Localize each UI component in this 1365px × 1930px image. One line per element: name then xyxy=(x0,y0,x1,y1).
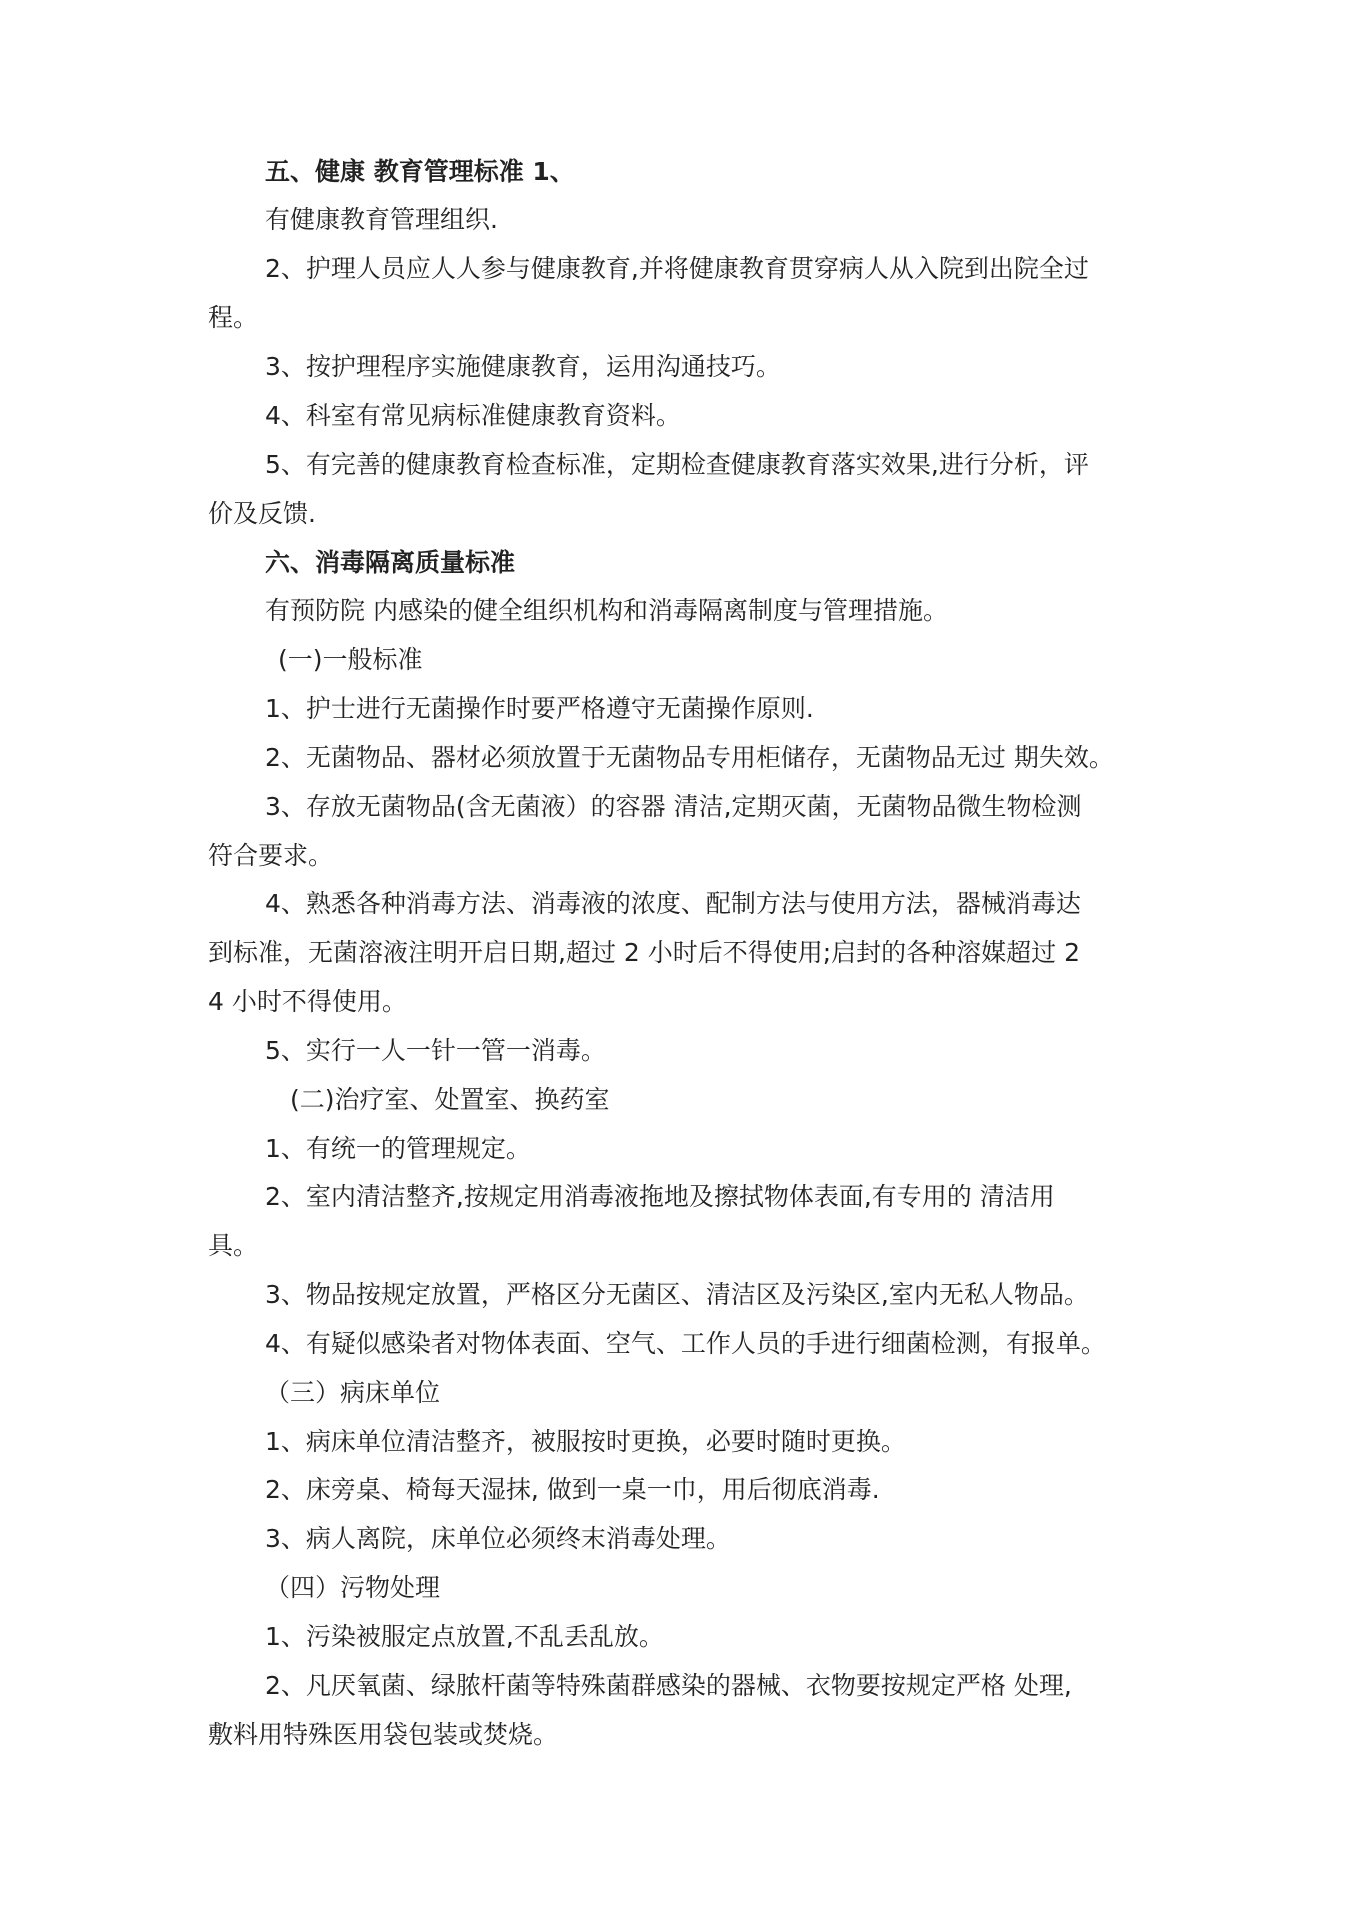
paragraph-line: 1、病床单位清洁整齐，被服按时更换，必要时随时更换。 xyxy=(265,1427,906,1456)
paragraph-line: 1、护士进行无菌操作时要严格遵守无菌操作原则. xyxy=(265,694,814,723)
paragraph-line: 2、床旁桌、椅每天湿抹, 做到一桌一巾，用后彻底消毒. xyxy=(265,1475,880,1504)
paragraph-line: 2、护理人员应人人参与健康教育,并将健康教育贯穿病人从入院到出院全过 xyxy=(265,254,1089,283)
subsection-heading: （四）污物处理 xyxy=(265,1573,441,1602)
paragraph-line: 4 小时不得使用。 xyxy=(208,987,407,1016)
paragraph-line: 2、无菌物品、器材必须放置于无菌物品专用柜储存，无菌物品无过 期失效。 xyxy=(265,743,1114,772)
paragraph-line: 5、实行一人一针一管一消毒。 xyxy=(265,1036,606,1065)
paragraph-line: 2、室内清洁整齐,按规定用消毒液拖地及擦拭物体表面,有专用的 清洁用 xyxy=(265,1182,1055,1211)
section-heading-health-education: 五、健康 教育管理标准 1、 xyxy=(265,157,575,186)
paragraph-line: 敷料用特殊医用袋包装或焚烧。 xyxy=(208,1720,559,1749)
paragraph-line: 4、熟悉各种消毒方法、消毒液的浓度、配制方法与使用方法，器械消毒达 xyxy=(265,889,1081,918)
paragraph-line: 有健康教育管理组织. xyxy=(265,205,498,234)
subsection-heading: (一)一般标准 xyxy=(278,645,423,674)
paragraph-line: 1、污染被服定点放置,不乱丢乱放。 xyxy=(265,1622,664,1651)
subsection-heading: （三）病床单位 xyxy=(265,1378,441,1407)
paragraph-line: 3、存放无菌物品(含无菌液）的容器 清洁,定期灭菌，无菌物品微生物检测 xyxy=(265,792,1082,821)
paragraph-line: 3、物品按规定放置，严格区分无菌区、清洁区及污染区,室内无私人物品。 xyxy=(265,1280,1089,1309)
paragraph-line: 到标准，无菌溶液注明开启日期,超过 2 小时后不得使用;启封的各种溶媒超过 2 xyxy=(208,938,1081,967)
paragraph-line: 具。 xyxy=(208,1231,259,1260)
section-heading-disinfection: 六、消毒隔离质量标准 xyxy=(265,548,516,577)
paragraph-line: 3、按护理程序实施健康教育，运用沟通技巧。 xyxy=(265,352,781,381)
paragraph-line: 1、有统一的管理规定。 xyxy=(265,1134,531,1163)
paragraph-line: 有预防院 内感染的健全组织机构和消毒隔离制度与管理措施。 xyxy=(265,596,948,625)
paragraph-line: 价及反馈. xyxy=(208,499,316,528)
subsection-heading: (二)治疗室、处置室、换药室 xyxy=(290,1085,610,1114)
paragraph-line: 程。 xyxy=(208,303,259,332)
paragraph-line: 符合要求。 xyxy=(208,841,334,870)
paragraph-line: 3、病人离院，床单位必须终末消毒处理。 xyxy=(265,1524,731,1553)
paragraph-line: 2、凡厌氧菌、绿脓杆菌等特殊菌群感染的器械、衣物要按规定严格 处理, xyxy=(265,1671,1072,1700)
paragraph-line: 5、有完善的健康教育检查标准，定期检查健康教育落实效果,进行分析，评 xyxy=(265,450,1089,479)
paragraph-line: 4、科室有常见病标准健康教育资料。 xyxy=(265,401,681,430)
paragraph-line: 4、有疑似感染者对物体表面、空气、工作人员的手进行细菌检测，有报单。 xyxy=(265,1329,1106,1358)
